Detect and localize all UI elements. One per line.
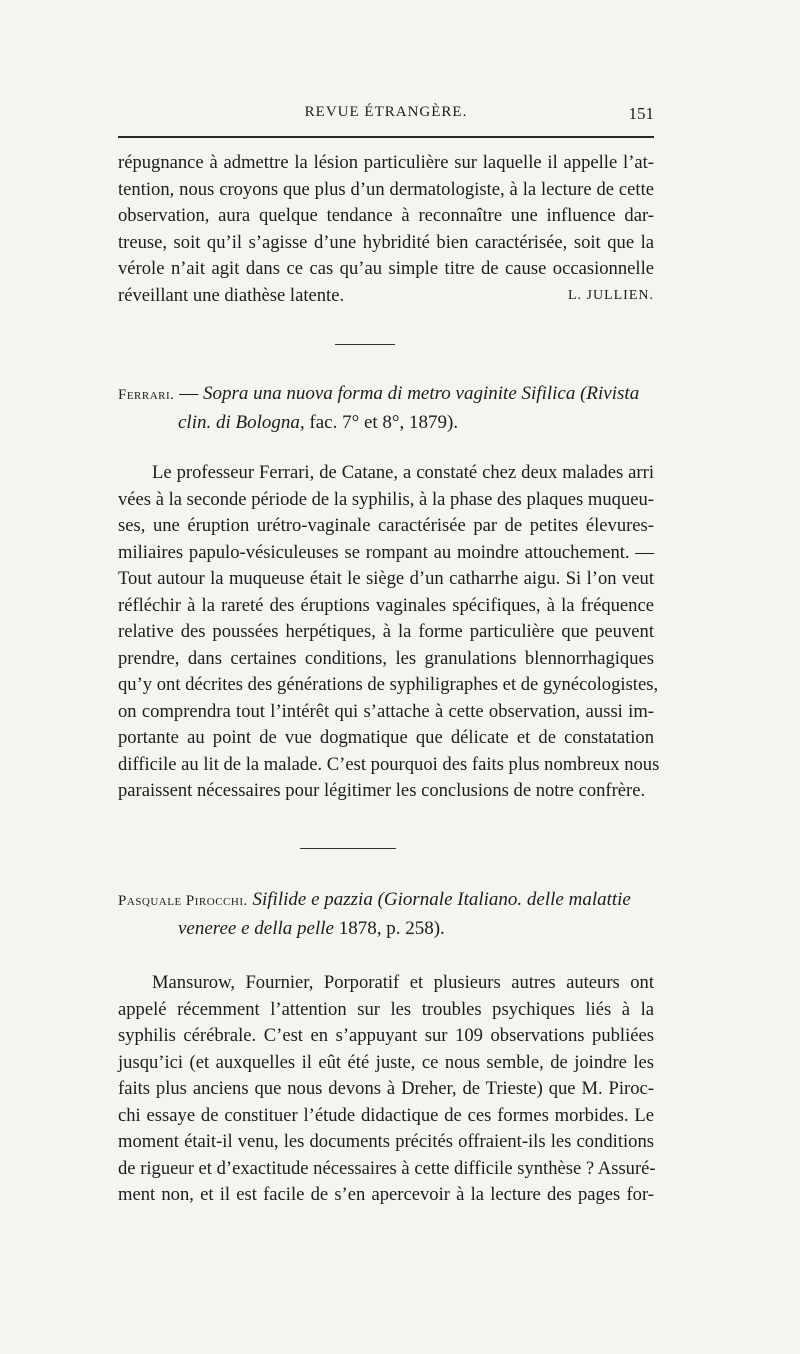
reference-line-2 bbox=[118, 409, 654, 437]
section-separator bbox=[335, 344, 395, 345]
paragraph-ferrari bbox=[118, 460, 660, 805]
text-line: difficile au lit de la malade. C’est pourquoi des faits plus nombreux nous bbox=[118, 753, 660, 775]
section-separator bbox=[300, 848, 396, 849]
text-line: chi essaye de constituer l’étude didactique de ces formes morbides. Le bbox=[118, 1104, 654, 1126]
reference-author: Pasquale Pirocchi. bbox=[118, 893, 248, 909]
text-line: ment non, et il est facile de s’en apercevoir à la lecture des pages for- bbox=[118, 1184, 654, 1205]
text-line: paraissent nécessaires pour légitimer les conclusions de notre confrère. bbox=[118, 780, 646, 801]
text-line: on comprendra tout l’intérêt qui s’attache à cette observation, aussi im- bbox=[118, 700, 654, 722]
reference-details: 1878, p. 258). bbox=[338, 918, 445, 939]
text-line: jusqu’ici (et auxquelles il eût été juste, ce nous semble, de joindre les bbox=[118, 1051, 654, 1073]
text-line-last bbox=[118, 283, 654, 310]
reference-title: Sifilide e pazzia bbox=[252, 889, 373, 910]
text-line: tention, nous croyons que plus d’un dermatologiste, à la lecture de cette bbox=[118, 178, 654, 200]
reference-source: (Giornale Italiano. delle malattie bbox=[377, 889, 631, 910]
text-line: portante au point de vue dogmatique que délicate et de constatation bbox=[118, 727, 654, 748]
text-line: appelé récemment l’attention sur les troubles psychiques liés à la bbox=[118, 998, 654, 1020]
text-line: treuse, soit qu’il s’agisse d’une hybridité bien caractérisée, soit que la bbox=[118, 231, 654, 253]
text-line: réfléchir à la rareté des éruptions vaginales spécifiques, à la fréquence bbox=[118, 594, 654, 616]
text-line: moment était-il venu, les documents précités offraient-ils les conditions bbox=[118, 1131, 654, 1152]
text-line: de rigueur et d’exactitude nécessaires à cette difficile synthèse ? Assuré- bbox=[118, 1157, 656, 1179]
reference-ferrari bbox=[118, 380, 654, 437]
text-line: prendre, dans certaines conditions, les granulations blennorrhagiques bbox=[118, 647, 654, 669]
text-line: syphilis cérébrale. C’est en s’appuyant sur 109 observations publiées bbox=[118, 1025, 654, 1046]
text-line: Tout autour la muqueuse était le siège d’un catharrhe aigu. Si l’on veut bbox=[118, 568, 654, 589]
reference-source: (Rivista bbox=[580, 383, 640, 404]
reference-source-cont: veneree e della pelle bbox=[178, 918, 334, 939]
reference-dash: — bbox=[179, 383, 199, 404]
header-rule bbox=[118, 136, 654, 138]
text-line: qu’y ont décrites des générations de syphiligraphes et de gynécologistes, bbox=[118, 674, 659, 695]
page-header bbox=[118, 104, 654, 128]
reference-title: Sopra una nuova forma di metro vaginite Sifilica bbox=[202, 383, 576, 404]
reference-pirocchi bbox=[118, 886, 654, 943]
text-line: relative des poussées herpétiques, à la forme particulière que peuvent bbox=[118, 621, 654, 642]
reference-details: fac. 7° et 8°, 1879). bbox=[309, 412, 459, 433]
text-line: miliaires papulo-vésiculeuses se rompant au moindre attouchement. — bbox=[118, 541, 654, 563]
text-line: vées à la seconde période de la syphilis, à la phase des plaques muqueu- bbox=[118, 488, 654, 510]
text-line: ses, une éruption urétro-vaginale caractérisée par de petites élevures- bbox=[118, 515, 654, 536]
text-line: réveillant une diathèse latente. bbox=[118, 284, 345, 306]
text-line: faits plus anciens que nous devons à Dreher, de Trieste) que M. Piroc- bbox=[118, 1078, 654, 1099]
text-line: Le professeur Ferrari, de Catane, a constaté chez deux malades arri bbox=[152, 462, 654, 483]
paragraph-continuation bbox=[118, 150, 654, 309]
text-line: observation, aura quelque tendance à reconnaître une influence dar- bbox=[118, 205, 654, 226]
text-line: répugnance à admettre la lésion particulière sur laquelle il appelle l’at- bbox=[118, 152, 654, 173]
text-line: vérole n’ait agit dans ce cas qu’au simple titre de cause occasionnelle bbox=[118, 258, 654, 279]
running-title: REVUE ÉTRANGÈRE. bbox=[304, 104, 468, 120]
page-number: 151 bbox=[628, 104, 654, 123]
reference-line-2 bbox=[118, 915, 654, 943]
reference-source-cont: clin. di Bologna, bbox=[178, 412, 305, 433]
reference-author: Ferrari. bbox=[118, 387, 175, 403]
signature: L. JULLIEN. bbox=[567, 287, 654, 303]
paragraph-pirocchi bbox=[118, 970, 654, 1209]
text-line: Mansurow, Fournier, Porporatif et plusieurs autres auteurs ont bbox=[152, 972, 654, 993]
